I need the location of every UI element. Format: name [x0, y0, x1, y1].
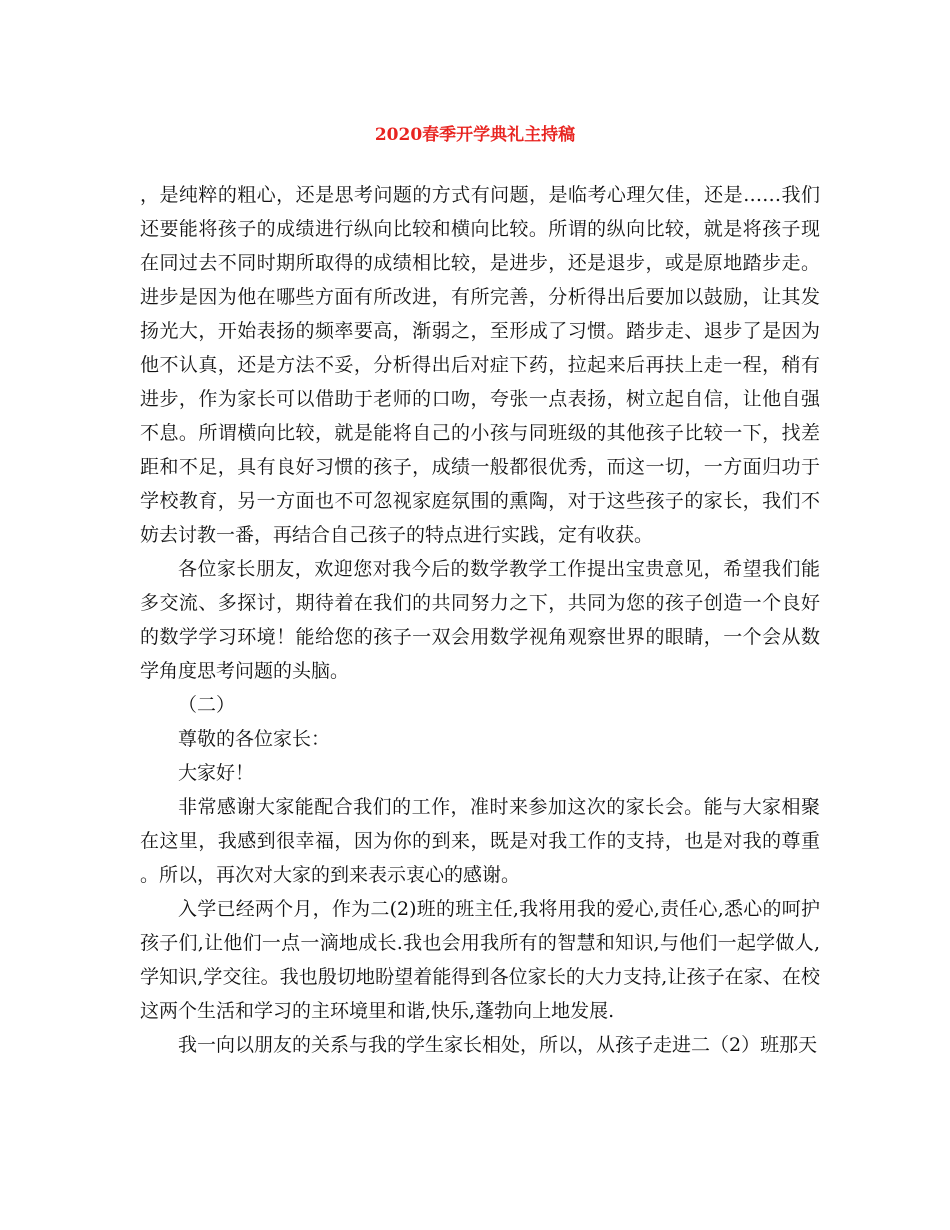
greeting: 大家好！	[178, 762, 255, 784]
salutation: 尊敬的各位家长：	[178, 728, 331, 750]
document-body	[140, 178, 820, 1062]
section-heading-two: （二）	[178, 694, 236, 716]
paragraph-class-teacher: 入学已经两个月，作为二(2)班的班主任,我将用我的爱心,责任心,悉心的呵护孩子们,让他们一点一滴地成长.我也会用我所有的智慧和知识,与他们一起学做人,学知识,学交往。我也殷切地盼望着能得到各位家长的大力支持,让孩子在家、在校这两个生活和学习的主环境里和谐,快乐,蓬勃向上地发展.	[140, 898, 820, 1022]
paragraph-friendship: 我一向以朋友的关系与我的学生家长相处，所以，从孩子走进二（2）班那天	[178, 1034, 818, 1056]
paragraph-welcome-feedback: 各位家长朋友，欢迎您对我今后的数学教学工作提出宝贵意见，希望我们能多交流、多探讨，期待着在我们的共同努力之下，共同为您的孩子创造一个良好的数学学习环境！能给您的孩子一双会用数学视角观察世界的眼睛，一个会从数学角度思考问题的头脑。	[140, 558, 820, 682]
paragraph-thanks: 非常感谢大家能配合我们的工作，准时来参加这次的家长会。能与大家相聚在这里，我感到很幸福，因为你的到来，既是对我工作的支持，也是对我的尊重。所以，再次对大家的到来表示衷心的感谢。	[140, 796, 820, 886]
document-title: 2020春季开学典礼主持稿	[374, 125, 576, 145]
paragraph-continuation: ，是纯粹的粗心，还是思考问题的方式有问题，是临考心理欠佳，还是……我们还要能将孩子的成绩进行纵向比较和横向比较。所谓的纵向比较，就是将孩子现在同过去不同时期所取得的成绩相比较，是进步，还是退步，或是原地踏步走。进步是因为他在哪些方面有所改进，有所完善，分析得出后要加以鼓励，让其发扬光大，开始表扬的频率要高，渐弱之，至形成了习惯。踏步走、退步了是因为他不认真，还是方法不妥，分析得出后对症下药，拉起来后再扶上走一程，稍有进步，作为家长可以借助于老师的口吻，夸张一点表扬，树立起自信，让他自强不息。所谓横向比较，就是能将自己的小孩与同班级的其他孩子比较一下，找差距和不足，具有良好习惯的孩子，成绩一般都很优秀，而这一切，一方面归功于学校教育，另一方面也不可忽视家庭氛围的熏陶，对于这些孩子的家长，我们不妨去讨教一番，再结合自己孩子的特点进行实践，定有收获。	[140, 184, 820, 546]
